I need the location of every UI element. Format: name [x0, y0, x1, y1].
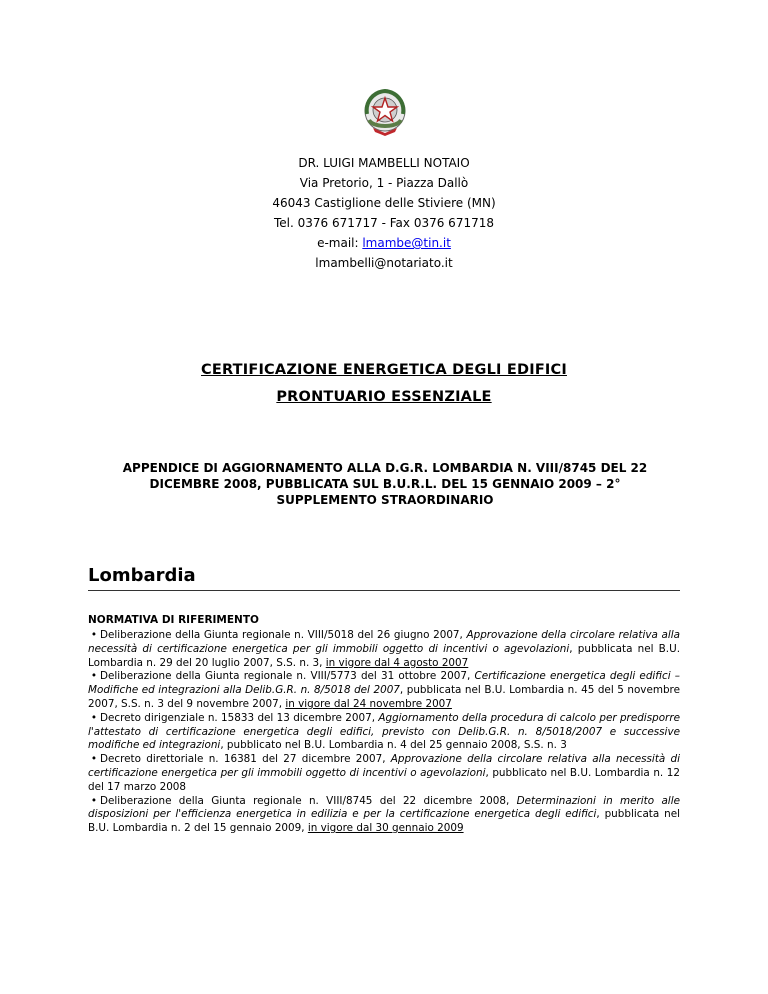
- norm-item: • Decreto direttoriale n. 16381 del 27 dicembre 2007, Approvazione della circolare relativa alla necessità di certificazione energetica per gli immobili oggetto di incentivi o agevolazioni, pubblicato nel B.U. Lombardia n. 12 del 17 marzo 2008: [88, 753, 680, 793]
- notary-address-line1: Via Pretorio, 1 - Piazza Dallò: [299, 176, 469, 190]
- notary-address-line2: 46043 Castiglione delle Stiviere (MN): [272, 196, 496, 210]
- notary-name: DR. LUIGI MAMBELLI NOTAIO: [298, 156, 470, 170]
- bullet-icon: •: [90, 753, 98, 766]
- section-title: NORMATIVA DI RIFERIMENTO: [88, 614, 259, 626]
- document-subtitle: PRONTUARIO ESSENZIALE: [276, 389, 492, 405]
- norm-item: • Deliberazione della Giunta regionale n. VIII/5018 del 26 giugno 2007, Approvazione della circolare relativa alla necessità di certificazione energetica per gli immobili oggetto di incentivi o agevolazioni, pubblicata nel B.U. Lombardia n. 29 del 20 luglio 2007, S.S. n. 3, in vigore dal 4 agosto 2007: [88, 629, 680, 669]
- norm-item: • Decreto dirigenziale n. 15833 del 13 dicembre 2007, Aggiornamento della procedura di calcolo per predisporre l'attestato di certificazione energetica degli edifici, previsto con Delib.G.R. n. 8/5018/2007 e successive modifiche ed integrazioni, pubblicato nel B.U. Lombardia n. 4 del 25 gennaio 2008, S.S. n. 3: [88, 711, 680, 752]
- norms-list: [88, 629, 680, 836]
- appendix-line2: DICEMBRE 2008, PUBBLICATA SUL B.U.R.L. DEL 15 GENNAIO 2009 – 2°: [149, 477, 621, 491]
- notary-phone: Tel. 0376 671717 - Fax 0376 671718: [274, 216, 494, 230]
- bullet-icon: •: [90, 711, 98, 724]
- norm-item: • Deliberazione della Giunta regionale n. VIII/8745 del 22 dicembre 2008, Determinazioni in merito alle disposizioni per l'efficienza energetica in edilizia e per la certificazione energetica degli edifici, pubblicata nel B.U. Lombardia n. 2 del 15 gennaio 2009, in vigore dal 30 gennaio 2009: [88, 794, 680, 835]
- bullet-icon: •: [90, 794, 98, 807]
- email-link[interactable]: lmambe@tin.it: [362, 236, 451, 250]
- notary-email2: lmambelli@notariato.it: [315, 256, 453, 270]
- email-label: e-mail:: [317, 236, 363, 250]
- document-title: CERTIFICAZIONE ENERGETICA DEGLI EDIFICI: [201, 362, 567, 378]
- italian-republic-emblem-icon: [359, 86, 411, 138]
- region-heading: Lombardia: [88, 563, 680, 591]
- bullet-icon: •: [90, 629, 98, 641]
- appendix-heading: [60, 460, 710, 508]
- bullet-icon: •: [90, 670, 98, 683]
- appendix-line1: APPENDICE DI AGGIORNAMENTO ALLA D.G.R. LOMBARDIA N. VIII/8745 DEL 22: [122, 461, 648, 475]
- norm-item: • Deliberazione della Giunta regionale n. VIII/5773 del 31 ottobre 2007, Certificazione energetica degli edifici – Modifiche ed integrazioni alla Delib.G.R. n. 8/5018 del 2007, pubblicata nel B.U. Lombardia n. 45 del 5 novembre 2007, S.S. n. 3 del 9 novembre 2007, in vigore dal 24 novembre 2007: [88, 670, 680, 710]
- notary-header: [0, 153, 768, 273]
- appendix-line3: SUPPLEMENTO STRAORDINARIO: [276, 493, 494, 507]
- notary-email-line: [0, 233, 768, 253]
